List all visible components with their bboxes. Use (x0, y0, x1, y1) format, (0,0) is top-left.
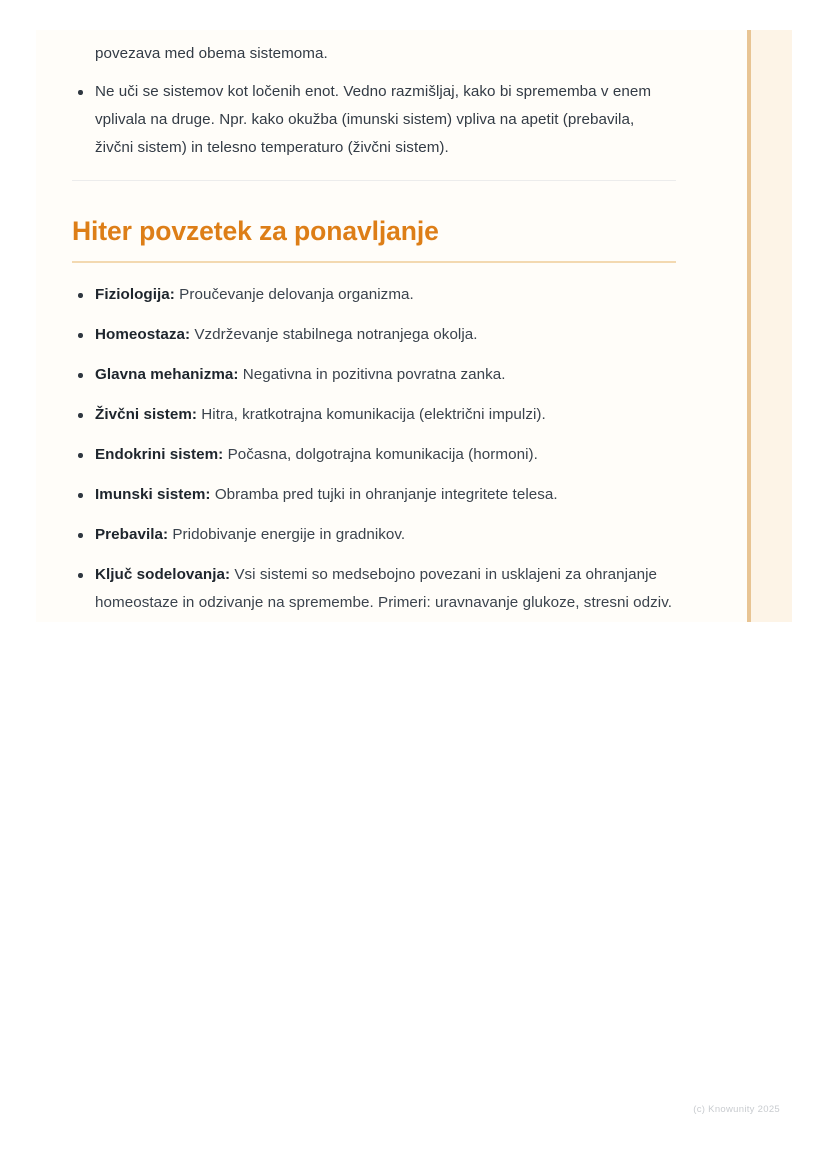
footer-copyright: (c) Knowunity 2025 (693, 1104, 780, 1115)
list-item (72, 321, 676, 349)
summary-item-desc: Obramba pred tujki in ohranjanje integritete telesa. (210, 486, 558, 503)
summary-item-desc: Počasna, dolgotrajna komunikacija (hormoni). (223, 446, 538, 463)
intro-continuation-text: povezava med obema sistemoma. (95, 45, 328, 62)
list-item (72, 281, 676, 309)
summary-item-term: Endokrini sistem: (95, 446, 224, 463)
summary-item-desc: Hitra, kratkotrajna komunikacija (električni impulzi). (197, 406, 546, 423)
summary-heading: Hiter povzetek za ponavljanje (72, 216, 439, 246)
list-item (72, 521, 676, 549)
list-item (72, 361, 676, 389)
intro-bullet-text: Ne uči se sistemov kot ločenih enot. Vedno razmišljaj, kako bi sprememba v enem vplivala na druge. Npr. kako okužba (imunski sistem) vpliva na apetit (prebavila, živčni sistem) in telesno temperaturo (živčni sistem). (95, 83, 652, 156)
summary-item-term: Imunski sistem: (95, 486, 211, 503)
summary-item-desc: Negativna in pozitivna povratna zanka. (238, 366, 506, 383)
summary-item-desc: Pridobivanje energije in gradnikov. (168, 526, 406, 543)
summary-item-term: Glavna mehanizma: (95, 366, 239, 383)
right-accent-band (750, 30, 792, 622)
list-item (72, 78, 676, 162)
section-divider (72, 180, 676, 181)
summary-item-term: Homeostaza: (95, 326, 191, 343)
note-content (72, 40, 676, 617)
list-item (72, 481, 676, 509)
list-item (72, 561, 676, 617)
note-card (36, 30, 792, 622)
summary-bullet-list (72, 281, 676, 617)
intro-bullet-list (72, 78, 676, 162)
summary-item-desc: Vzdrževanje stabilnega notranjega okolja. (190, 326, 478, 343)
summary-item-desc: Vsi sistemi so medsebojno povezani in usklajeni za ohranjanje homeostaze in odzivanje na spremembe. Primeri: uravnavanje glukoze, stresni odziv. (95, 566, 673, 611)
summary-item-term: Ključ sodelovanja: (95, 566, 231, 583)
summary-item-term: Živčni sistem: (95, 406, 197, 423)
summary-item-desc: Proučevanje delovanja organizma. (174, 286, 414, 303)
heading-underline (72, 261, 676, 263)
right-accent-rule (747, 30, 751, 622)
summary-item-term: Prebavila: (95, 526, 169, 543)
list-item (72, 441, 676, 469)
list-item (72, 401, 676, 429)
summary-item-term: Fiziologija: (95, 286, 175, 303)
